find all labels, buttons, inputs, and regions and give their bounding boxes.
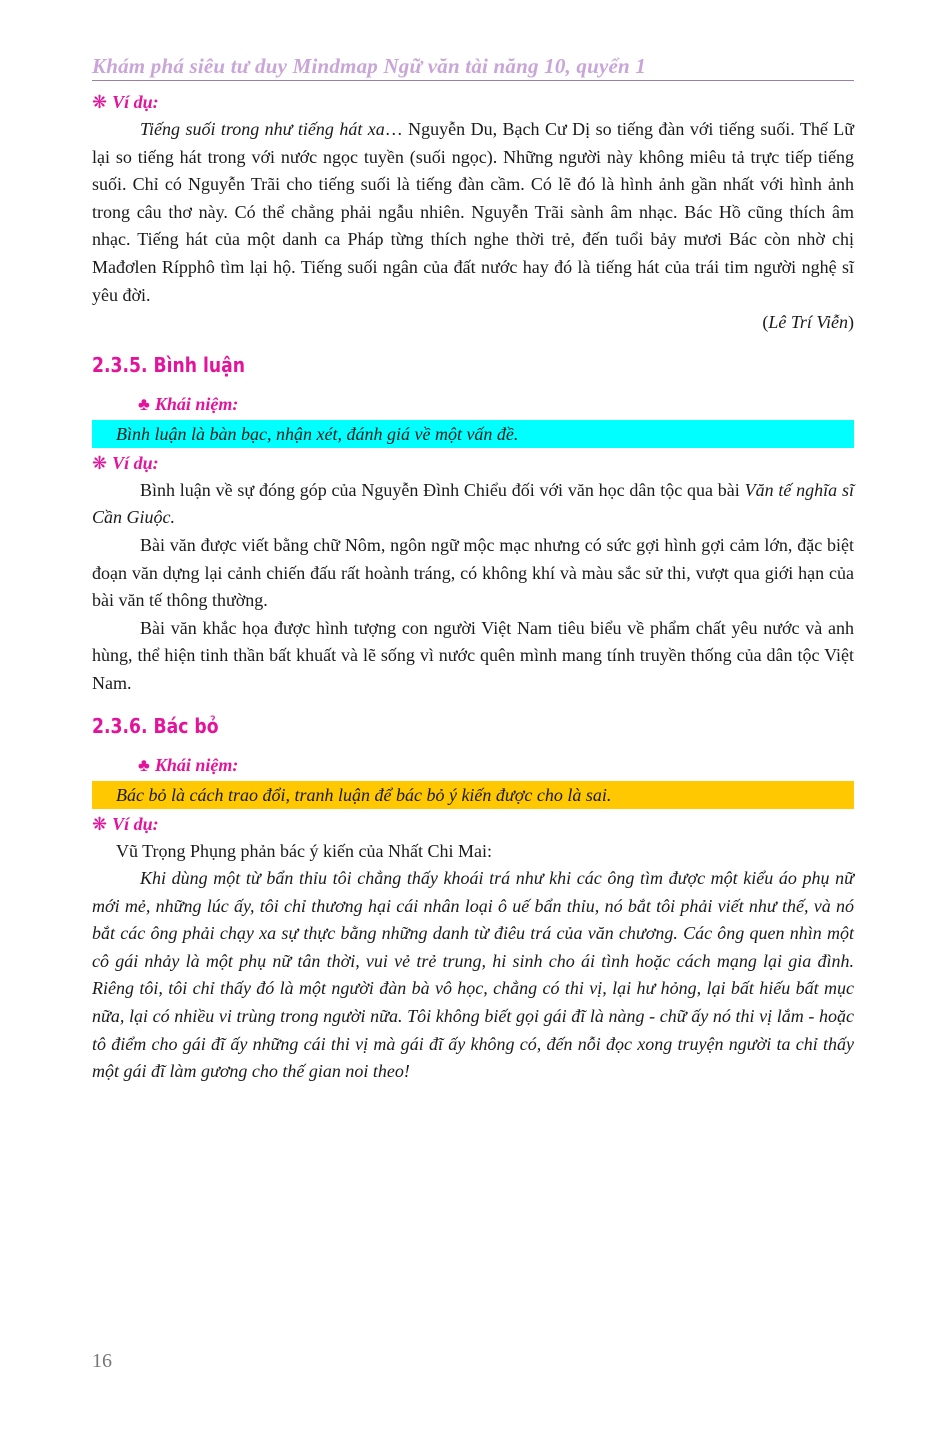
asterism-icon: ❋ <box>92 92 108 112</box>
section-heading-235: 2.3.5. Bình luận <box>92 352 245 377</box>
paragraph: Bài văn được viết bằng chữ Nôm, ngôn ngữ mộc mạc nhưng có sức gợi hình gợi cảm lớn, đặc biệt đoạn văn dựng lại cảnh chiến đấu rất hoành tráng, có không khí và màu sắc sử thi, vượt qua giới hạn của bài văn tế thông thường. <box>92 534 854 611</box>
quote-fragment: Tiếng suối trong như tiếng hát xa <box>140 119 385 139</box>
section-heading-236: 2.3.6. Bác bỏ <box>92 713 219 738</box>
work-title: Văn tế nghĩa sĩ Cần Giuộc. <box>92 479 854 528</box>
club-icon: ♣ <box>138 754 150 775</box>
page-content <box>92 88 854 1086</box>
asterism-icon: ❋ <box>92 452 108 473</box>
asterism-icon: ❋ <box>92 813 108 834</box>
concept-label: ♣ Khái niệm: <box>138 393 239 414</box>
source-attribution: (Lê Trí Viễn) <box>762 312 854 333</box>
example-paragraph: Tiếng suối trong như tiếng hát xa… Nguyễn Du, Bạch Cư Dị so tiếng đàn với tiếng suối. Thế Lữ lại so tiếng hát trong với nước ngọc tuyền (suối ngọc). Những người này không miêu tả trực tiếp tiếng suối. Chỉ có Nguyễn Trãi cho tiếng suối là tiếng đàn cầm. Có lẽ đó là hình ảnh gần nhất với hình ảnh trong câu thơ này. Có thể chẳng phải ngẫu nhiên. Nguyễn Trãi sành âm nhạc. Bác Hồ cũng thích âm nhạc. Tiếng hát của một danh ca Pháp từng thích nghe thời trẻ, đến tuổi bảy mươi Bác còn nhờ chị Mađơlen Rípphô tìm lại hộ. Tiếng suối ngân của đất nước hay đó là tiếng hát của trái tim người nghệ sĩ yêu đời. <box>92 119 854 305</box>
definition-box-gold: Bác bỏ là cách trao đổi, tranh luận để bác bỏ ý kiến được cho là sai. <box>92 781 854 809</box>
quote-paragraph: Khi dùng một từ bẩn thỉu tôi chẳng thấy khoái trá như khi các ông tìm được một kiểu áo phụ nữ mới mẻ, những lúc ấy, tôi chỉ thương hại cái nhân loại ô uế bẩn thỉu, nó bắt tôi phải viết như thế, và nó bắt các ông phải chạy xa sự thực bằng những danh từ điêu trá của văn chương. Các ông quen nhìn một cô gái nhảy là một phụ nữ tân thời, vui vẻ trẻ trung, hi sinh cho ái tình hoặc cách mạng lại gia đình. Riêng tôi, tôi chỉ thấy đó là một người đàn bà vô học, chẳng có thi vị, lại hư hỏng, lại bất hiếu bất mục nữa, lại có nhiều vi trùng trong người nữa. Tôi không biết gọi gái đĩ là nàng - chữ ấy nó thi vị lắm - hoặc tô điểm cho gái đĩ ấy những cái thi vị mà gái đĩ ấy không có, đến nỗi đọc xong truyện người ta chỉ thấy một gái đĩ làm gương cho thế gian noi theo! <box>92 868 854 1082</box>
header-title: Khám phá siêu tư duy Mindmap Ngữ văn tài năng 10, quyển 1 <box>92 54 647 78</box>
page-number: 16 <box>92 1350 112 1372</box>
definition-box-cyan: Bình luận là bàn bạc, nhận xét, đánh giá về một vấn đề. <box>92 420 854 448</box>
paragraph: Bình luận về sự đóng góp của Nguyễn Đình Chiểu đối với văn học dân tộc qua bài Văn tế nghĩa sĩ Cần Giuộc. <box>92 479 854 528</box>
example-label: ❋ Ví dụ: <box>92 92 159 112</box>
concept-label: ♣ Khái niệm: <box>138 754 239 775</box>
paragraph: Bài văn khắc họa được hình tượng con người Việt Nam tiêu biểu về phẩm chất yêu nước và anh hùng, thể hiện tinh thần bất khuất và lẽ sống vì nước quên mình mang tính truyền thống của dân tộc Việt Nam. <box>92 617 854 693</box>
running-header <box>92 52 854 81</box>
club-icon: ♣ <box>138 393 150 414</box>
intro-line: Vũ Trọng Phụng phản bác ý kiến của Nhất Chi Mai: <box>116 840 492 861</box>
example-label: ❋ Ví dụ: <box>92 813 159 834</box>
example-label: ❋ Ví dụ: <box>92 452 159 473</box>
